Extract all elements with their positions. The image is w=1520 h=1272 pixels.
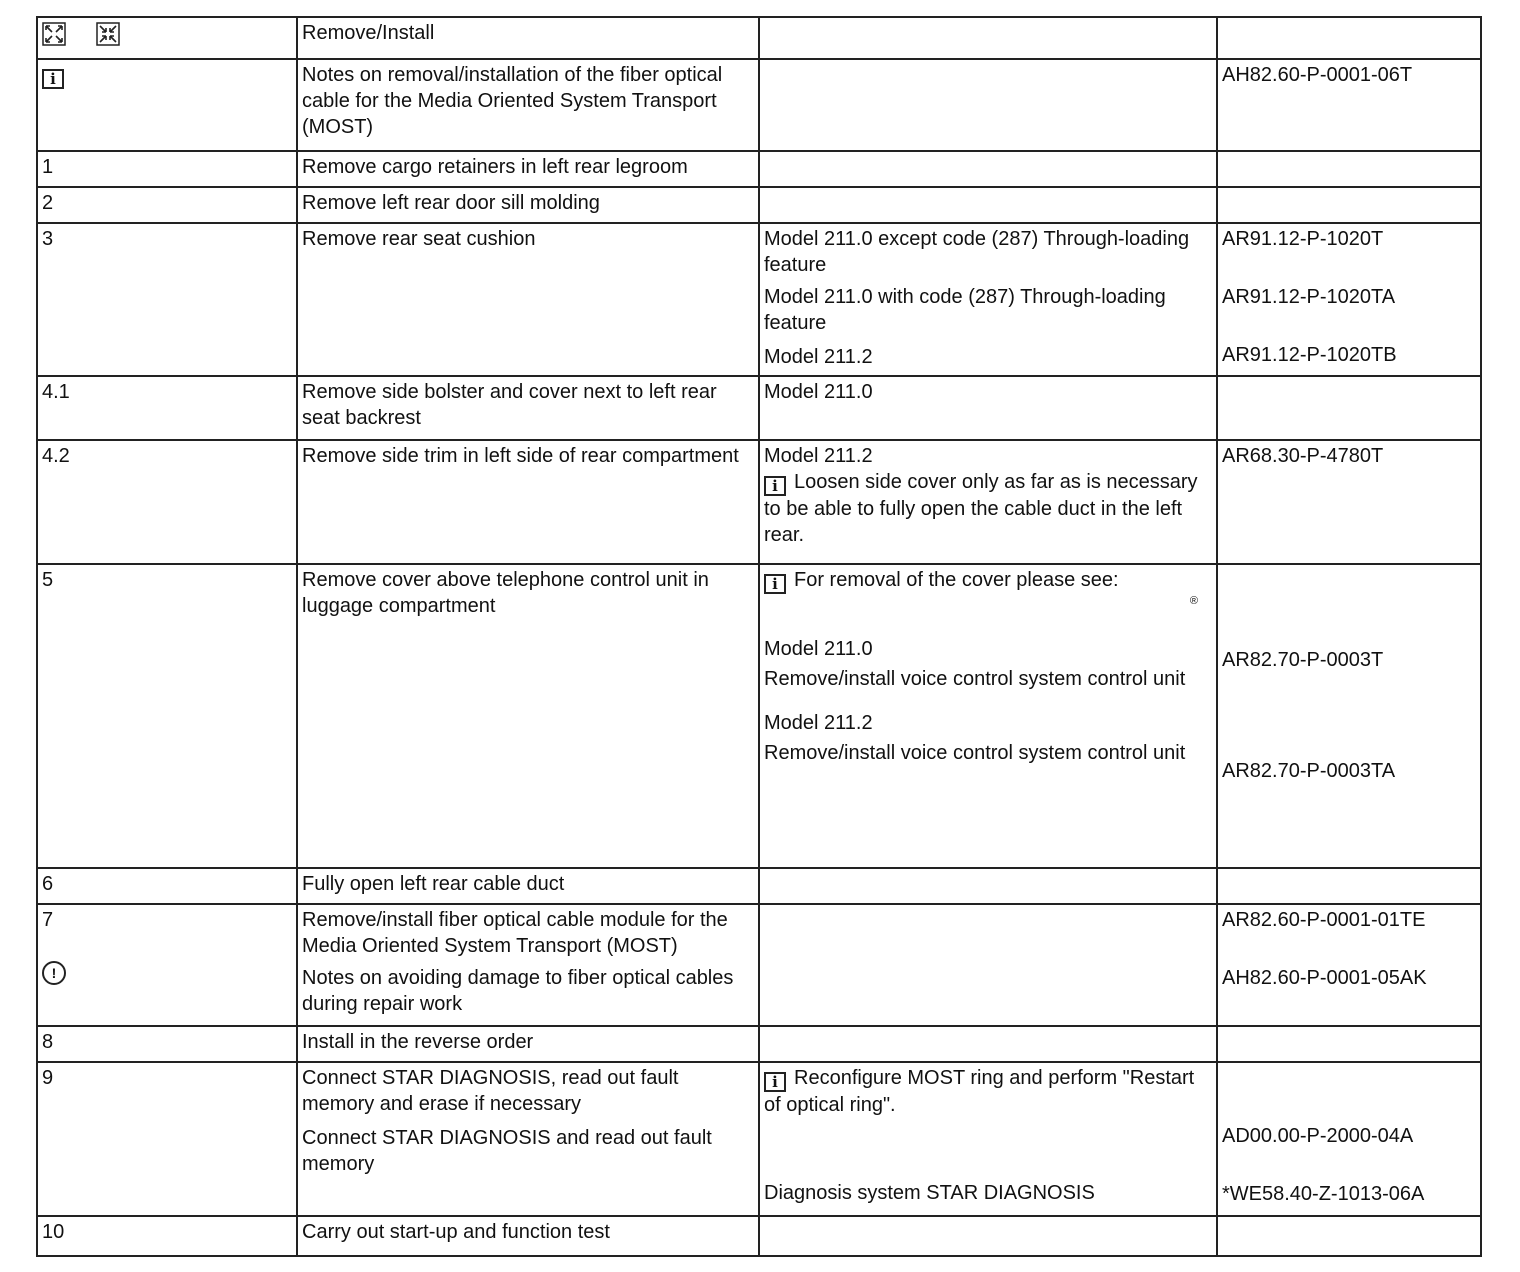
notes-icon-cell [37, 59, 297, 151]
registered-mark: ® [1189, 595, 1198, 607]
step-ref-empty [1217, 868, 1481, 904]
note-text: Reconfigure MOST ring and perform "Restart of optical ring". [764, 1067, 1195, 1116]
step-row-4-2 [37, 440, 1481, 564]
step-cond-empty [759, 187, 1217, 223]
step-ref-empty [1217, 1216, 1481, 1256]
step-row-7 [37, 904, 1481, 1026]
step-text: Remove side bolster and cover next to left rear seat backrest [297, 376, 759, 440]
notes-row [37, 59, 1481, 151]
step-text: Connect STAR DIAGNOSIS, read out fault memory and erase if necessary [302, 1067, 679, 1115]
step-number: 2 [37, 187, 297, 223]
model-variant [764, 710, 1212, 770]
step-number: 3 [37, 223, 297, 376]
header-icons-cell [37, 17, 297, 59]
step-conditions [759, 440, 1217, 564]
note-block [764, 1065, 1212, 1118]
step-ref-empty [1217, 376, 1481, 440]
step-number: 8 [37, 1026, 297, 1062]
reference-link[interactable]: AR82.70-P-0003TA [1222, 760, 1396, 782]
collapse-arrows-icon[interactable] [96, 22, 120, 46]
reference-link[interactable]: AD00.00-P-2000-04A [1222, 1125, 1414, 1147]
header-row [37, 17, 1481, 59]
step-refs [1217, 564, 1481, 868]
step-texts [297, 904, 759, 1026]
step-number: 4.2 [37, 440, 297, 564]
tool-text: Diagnosis system STAR DIAGNOSIS [764, 1182, 1095, 1204]
step-row-1 [37, 151, 1481, 187]
condition-text: Model 211.2 [764, 346, 873, 368]
notes-ref[interactable]: AH82.60-P-0001-06T [1217, 59, 1481, 151]
step-refs [1217, 223, 1481, 376]
step-row-5 [37, 564, 1481, 868]
step-number: 5 [37, 564, 297, 868]
expand-arrows-icon[interactable] [42, 22, 66, 46]
step-row-2 [37, 187, 1481, 223]
model-label: Model 211.0 [764, 638, 873, 660]
step-text: Install in the reverse order [297, 1026, 759, 1062]
step-row-6 [37, 868, 1481, 904]
step-text: Remove side trim in left side of rear compartment [297, 440, 759, 564]
model-desc: Remove/install voice control system control unit [764, 668, 1186, 690]
condition-text: Model 211.0 with code (287) Through-loading feature [764, 286, 1166, 334]
step-conditions [759, 564, 1217, 868]
step-texts [297, 1062, 759, 1216]
warning-circle-icon: ! [42, 961, 66, 985]
step-row-8 [37, 1026, 1481, 1062]
header-empty-3 [759, 17, 1217, 59]
step-number: 7 [42, 909, 54, 931]
reference-link[interactable]: AR68.30-P-4780T [1217, 440, 1481, 564]
header-title: Remove/Install [297, 17, 759, 59]
step-cond-empty [759, 151, 1217, 187]
reference-link[interactable]: AR82.70-P-0003T [1222, 649, 1384, 671]
note-text: For removal of the cover please see: [794, 569, 1119, 591]
tool-reference-link[interactable]: *WE58.40-Z-1013-06A [1222, 1183, 1425, 1205]
step-number: 9 [37, 1062, 297, 1216]
step-cond-empty [759, 904, 1217, 1026]
note-block [764, 469, 1212, 548]
step-ref-empty [1217, 1026, 1481, 1062]
reference-link[interactable]: AR91.12-P-1020TB [1222, 344, 1397, 366]
model-variant [764, 636, 1212, 696]
step-text: Remove cargo retainers in left rear legroom [297, 151, 759, 187]
step-refs [1217, 1062, 1481, 1216]
header-empty-4 [1217, 17, 1481, 59]
step-text: Remove rear seat cushion [297, 223, 759, 376]
step-ref-empty [1217, 151, 1481, 187]
step-row-3 [37, 223, 1481, 376]
step-text: Remove left rear door sill molding [297, 187, 759, 223]
reference-link[interactable]: AR91.12-P-1020TA [1222, 286, 1396, 308]
step-conditions [759, 223, 1217, 376]
step-row-9 [37, 1062, 1481, 1216]
step-row-4-1 [37, 376, 1481, 440]
step-text: Carry out start-up and function test [297, 1216, 759, 1256]
step-number: 6 [37, 868, 297, 904]
step-refs [1217, 904, 1481, 1026]
step-row-10 [37, 1216, 1481, 1256]
step-text: Connect STAR DIAGNOSIS and read out fault memory [302, 1127, 712, 1175]
step-cond-empty [759, 1026, 1217, 1062]
notes-empty [759, 59, 1217, 151]
info-icon: i [764, 574, 786, 594]
model-label: Model 211.2 [764, 712, 873, 734]
step-number-cell [37, 904, 297, 1026]
notes-text: Notes on removal/installation of the fiber optical cable for the Media Oriented System Transport (MOST) [297, 59, 759, 151]
info-icon: i [764, 1072, 786, 1092]
step-conditions [759, 1062, 1217, 1216]
note-block [764, 567, 1212, 594]
step-number: 4.1 [37, 376, 297, 440]
info-icon: i [764, 476, 786, 496]
reference-link[interactable]: AR91.12-P-1020T [1222, 228, 1384, 250]
step-ref-empty [1217, 187, 1481, 223]
step-number: 10 [37, 1216, 297, 1256]
reference-link[interactable]: AR82.60-P-0001-01TE [1222, 909, 1426, 931]
condition-text: Model 211.0 except code (287) Through-loading feature [764, 228, 1190, 276]
step-text: Fully open left rear cable duct [297, 868, 759, 904]
info-icon: i [42, 69, 64, 89]
step-cond-empty [759, 868, 1217, 904]
step-number: 1 [37, 151, 297, 187]
procedure-table [36, 16, 1482, 1257]
model-desc: Remove/install voice control system control unit [764, 742, 1186, 764]
condition-text: Model 211.2 [764, 445, 873, 467]
warning-text: Notes on avoiding damage to fiber optical cables during repair work [302, 967, 734, 1015]
step-cond-empty [759, 1216, 1217, 1256]
step-text: Remove/install fiber optical cable module for the Media Oriented System Transport (MOST) [302, 909, 728, 957]
step-text: Remove cover above telephone control unit in luggage compartment [297, 564, 759, 868]
reference-link[interactable]: AH82.60-P-0001-05AK [1222, 967, 1427, 989]
step-condition: Model 211.0 [759, 376, 1217, 440]
note-text: Loosen side cover only as far as is necessary to be able to fully open the cable duct in the left rear. [764, 471, 1198, 546]
